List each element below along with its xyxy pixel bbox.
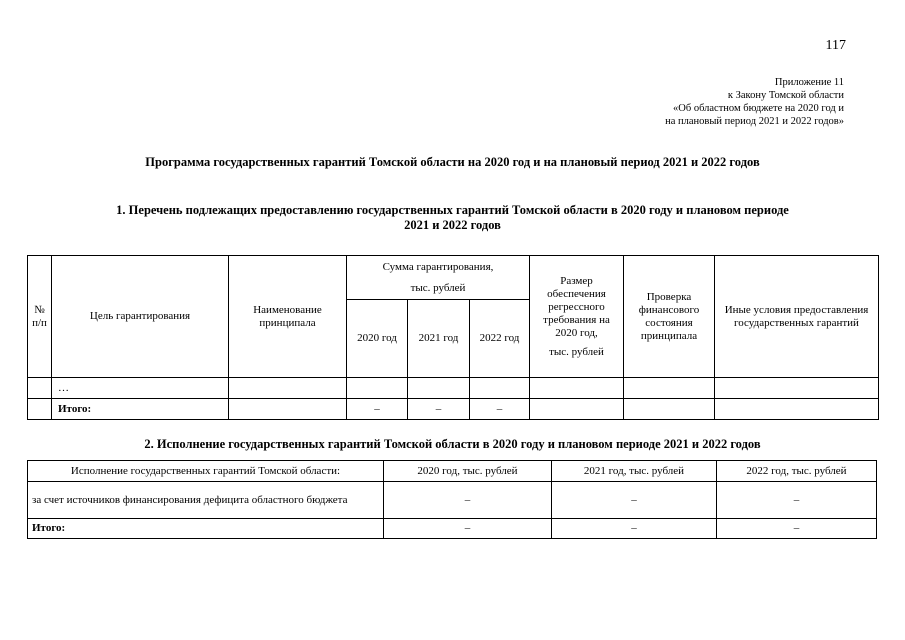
header-year-2022: 2022 год xyxy=(470,300,530,378)
exec-total-label: Итого: xyxy=(28,519,384,539)
cell xyxy=(28,399,52,420)
table-row xyxy=(28,482,877,519)
header-other: Иные условия предоставления государственных гарантий xyxy=(715,256,879,378)
total-label: Итого: xyxy=(52,399,229,420)
page-number: 117 xyxy=(825,38,846,53)
cell xyxy=(530,399,624,420)
table-row xyxy=(28,378,879,399)
cell xyxy=(715,399,879,420)
cell xyxy=(229,399,347,420)
exec-row-2021: – xyxy=(552,482,717,519)
header-year-2020: 2020 год xyxy=(347,300,408,378)
appendix-line-1: Приложение 11 xyxy=(774,77,844,88)
appendix-note xyxy=(665,76,844,128)
exec-header-2021: 2021 год, тыс. рублей xyxy=(552,461,717,482)
header-purpose: Цель гарантирования xyxy=(52,256,229,378)
header-year-2021: 2021 год xyxy=(408,300,470,378)
exec-header-label: Исполнение государственных гарантий Томской области: xyxy=(28,461,384,482)
exec-total-2022: – xyxy=(717,519,877,539)
cell xyxy=(28,378,52,399)
total-row xyxy=(28,399,879,420)
exec-total-2020: – xyxy=(384,519,552,539)
total-row xyxy=(28,519,877,539)
header-sum-line1: Сумма гарантирования, xyxy=(382,260,494,273)
total-2021: – xyxy=(408,399,470,420)
exec-total-2021: – xyxy=(552,519,717,539)
execution-table xyxy=(27,460,877,539)
guarantees-table xyxy=(27,255,879,420)
section1-title-line1: 1. Перечень подлежащих предоставлению государственных гарантий Томской области в 2020 году и плановом периоде xyxy=(116,203,789,217)
exec-row-2022: – xyxy=(717,482,877,519)
cell xyxy=(470,378,530,399)
exec-row-label: за счет источников финансирования дефицита областного бюджета xyxy=(28,482,384,519)
cell xyxy=(624,378,715,399)
cell xyxy=(624,399,715,420)
appendix-line-3: «Об областном бюджете на 2020 год и xyxy=(673,103,844,114)
total-2020: – xyxy=(347,399,408,420)
section2-title: 2. Исполнение государственных гарантий Томской области в 2020 году и плановом периоде 2021 и 2022 годов xyxy=(144,437,761,451)
section1-title xyxy=(0,203,905,233)
appendix-line-4: на плановый период 2021 и 2022 годов» xyxy=(665,116,844,127)
cell xyxy=(715,378,879,399)
header-principal: Наименование принципала xyxy=(229,256,347,378)
ellipsis-cell: … xyxy=(52,378,229,399)
exec-header-2020: 2020 год, тыс. рублей xyxy=(384,461,552,482)
header-regress-main: Размер обеспечения регрессного требования на 2020 год, xyxy=(543,274,610,339)
appendix-line-2: к Закону Томской области xyxy=(727,90,844,101)
header-regress-unit: тыс. рублей xyxy=(549,345,604,358)
cell xyxy=(347,378,408,399)
header-sum-line2: тыс. рублей xyxy=(410,281,466,294)
header-sum-group xyxy=(347,256,530,300)
cell xyxy=(408,378,470,399)
exec-header-2022: 2022 год, тыс. рублей xyxy=(717,461,877,482)
header-regress xyxy=(530,256,624,378)
cell xyxy=(229,378,347,399)
header-num: № п/п xyxy=(28,256,52,378)
total-2022: – xyxy=(470,399,530,420)
cell xyxy=(530,378,624,399)
main-title: Программа государственных гарантий Томской области на 2020 год и на плановый период 2021 и 2022 годов xyxy=(145,155,760,169)
section1-title-line2: 2021 и 2022 годов xyxy=(404,218,501,232)
header-check: Проверка финансового состояния принципала xyxy=(624,256,715,378)
exec-row-2020: – xyxy=(384,482,552,519)
